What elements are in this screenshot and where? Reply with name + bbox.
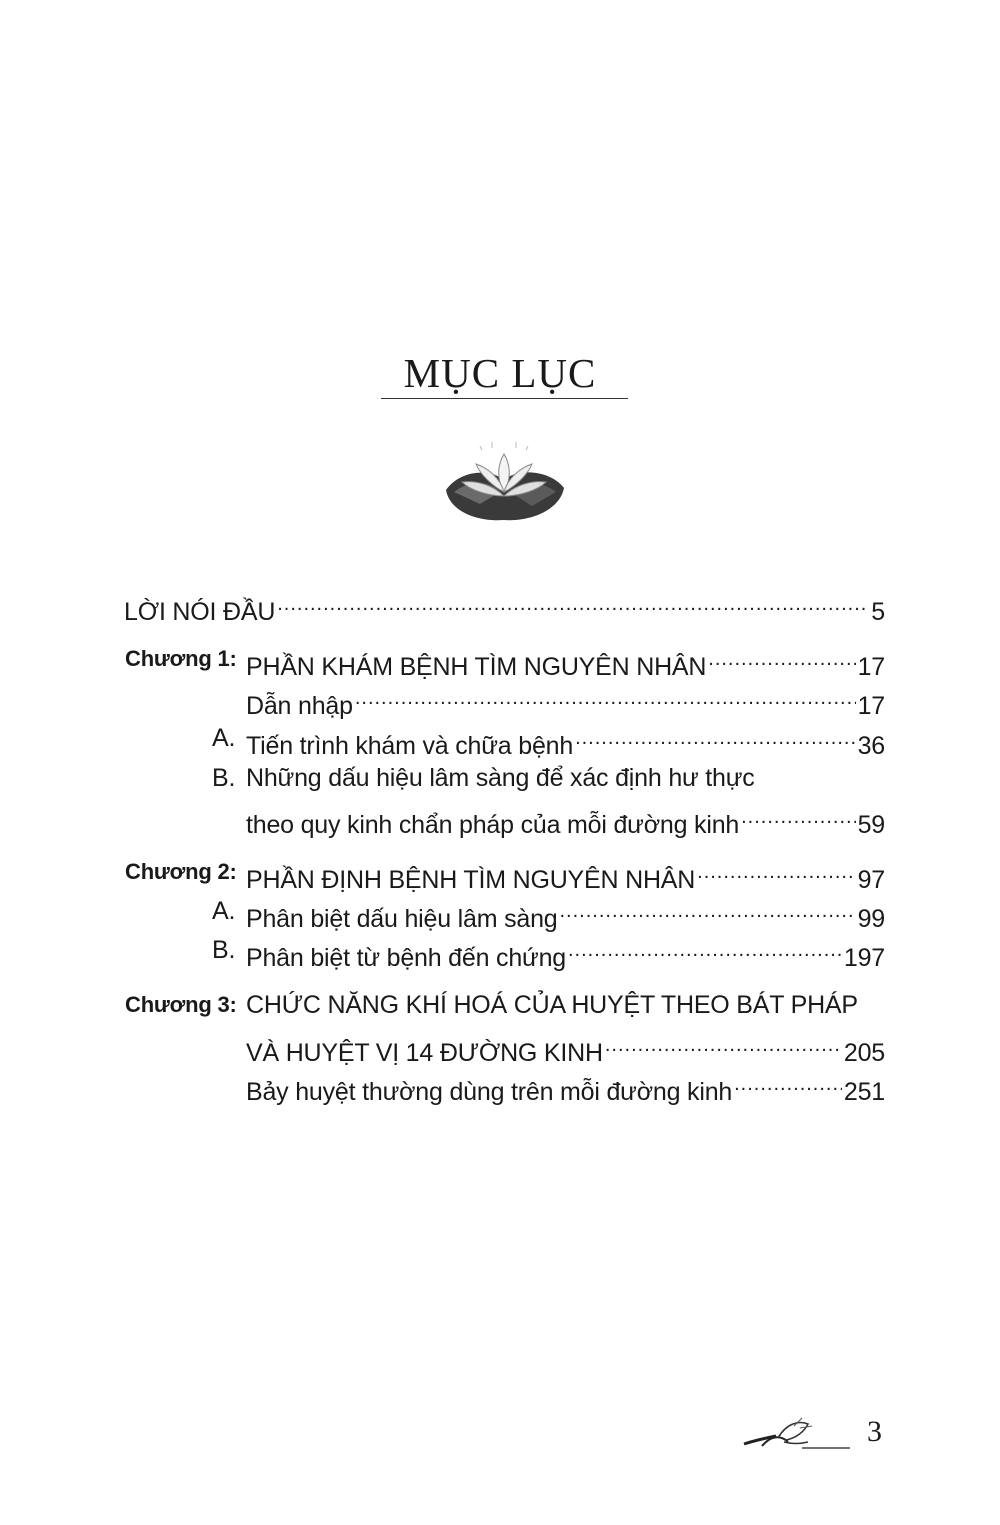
- dot-leader: [734, 1068, 842, 1100]
- toc-entry[interactable]: [212, 722, 885, 760]
- toc-entry-text: CHỨC NĂNG KHÍ HOÁ CỦA HUYỆT THEO BÁT PHÁP: [246, 991, 858, 1019]
- toc-entry-text: Phân biệt từ bệnh đến chứng: [246, 944, 566, 972]
- toc-page-number: 205: [843, 1039, 885, 1067]
- toc-page-number: 17: [857, 692, 885, 720]
- dot-leader: [277, 588, 869, 620]
- dot-leader: [605, 1029, 842, 1061]
- toc-entry-text: Bảy huyệt thường dùng trên mỗi đường kinh: [246, 1078, 733, 1106]
- toc-page-number: 5: [871, 598, 885, 626]
- item-letter: B.: [212, 936, 236, 964]
- page-number: 3: [867, 1415, 882, 1448]
- toc-entry-text: LỜI NÓI ĐẦU: [124, 598, 276, 626]
- dot-leader: [575, 722, 856, 754]
- item-letter: A.: [212, 897, 236, 925]
- toc-entry-text: VÀ HUYỆT VỊ 14 ĐƯỜNG KINH: [246, 1039, 603, 1067]
- dot-leader: [355, 682, 856, 714]
- toc-entry-text: Dẫn nhập: [246, 692, 353, 720]
- toc-entry[interactable]: [246, 1068, 885, 1106]
- toc-entry-preface[interactable]: [124, 588, 885, 626]
- toc-entry-text: Những dấu hiệu lâm sàng để xác định hư thực: [246, 764, 755, 792]
- toc-page-number: 197: [843, 944, 885, 972]
- toc-entry-chapter-3-line1[interactable]: [125, 989, 885, 1021]
- toc-entry-chapter-3-line2[interactable]: [246, 1029, 885, 1067]
- dot-leader: [560, 895, 856, 927]
- ornament-icon: [742, 1414, 852, 1454]
- toc-page-number: 17: [857, 653, 885, 681]
- chapter-label: Chương 1:: [125, 646, 237, 671]
- toc-entry[interactable]: [212, 934, 885, 972]
- toc-entry-line2[interactable]: [246, 801, 885, 839]
- dot-leader: [741, 801, 855, 833]
- toc-page-number: 97: [857, 866, 885, 894]
- toc-entry-text: Tiến trình khám và chữa bệnh: [246, 732, 574, 760]
- toc-entry-text: PHẦN KHÁM BỆNH TÌM NGUYÊN NHÂN: [246, 653, 707, 681]
- toc-entry[interactable]: [212, 895, 885, 933]
- toc-entry-text: Phân biệt dấu hiệu lâm sàng: [246, 905, 558, 933]
- page-title: MỤC LỤC: [403, 350, 597, 396]
- toc-entry-text: PHẦN ĐỊNH BỆNH TÌM NGUYÊN NHÂN: [246, 866, 696, 894]
- toc-entry-text: theo quy kinh chẩn pháp của mỗi đường kinh: [246, 811, 740, 839]
- dot-leader: [697, 856, 855, 888]
- toc-entry[interactable]: [246, 682, 885, 720]
- toc-page-number: 251: [843, 1078, 885, 1106]
- item-letter: B.: [212, 764, 236, 792]
- item-letter: A.: [212, 724, 236, 752]
- dot-leader: [708, 643, 855, 675]
- toc-entry-chapter-1[interactable]: [125, 643, 885, 681]
- toc-page-number: 36: [857, 732, 885, 760]
- toc-page-number: 99: [857, 905, 885, 933]
- dot-leader: [568, 934, 842, 966]
- toc-page-number: 59: [857, 811, 885, 839]
- toc-entry-chapter-2[interactable]: [125, 856, 885, 894]
- chapter-label: Chương 3:: [125, 992, 237, 1017]
- chapter-label: Chương 2:: [125, 859, 237, 884]
- toc-entry-line1[interactable]: [212, 762, 885, 794]
